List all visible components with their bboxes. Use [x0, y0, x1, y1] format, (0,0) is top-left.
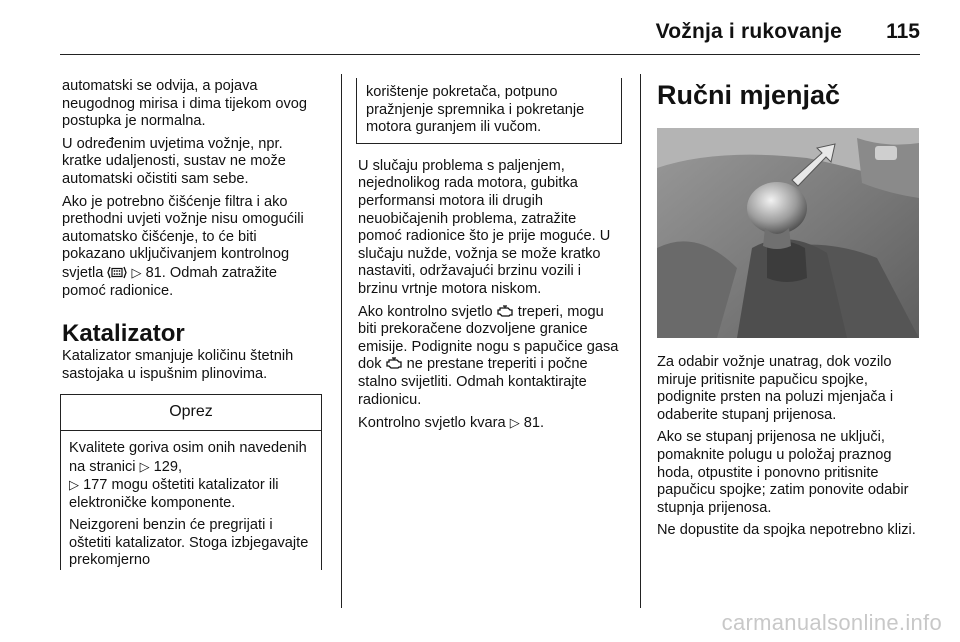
paragraph: Katalizator smanjuje količinu štetnih sastojaka u ispušnim plinovima. [62, 348, 294, 382]
paragraph: Ako kontrolno svjetlo treperi, mogu biti prekoračene dozvoljene granice emisije. Podignite nogu s papučice gasa dok ne prestane treperiti i počne stalno svijetliti. Odmah kontaktirajte radionicu. [358, 303, 619, 408]
paragraph: Ako se stupanj prijenosa ne uključi, pomaknite polugu u položaj praznog hoda, otpustite i ponovno pritisnite papučicu spojke; zatim ponovite odabir stupnja prijenosa. [657, 429, 909, 516]
section-heading: Ručni mjenjač [657, 80, 841, 110]
paragraph: Za odabir vožnje unatrag, dok vozilo miruje pritisnite papučicu spojke, podignite prsten na poluzi mjenjača i odaberite stupanj prijenosa. [657, 354, 894, 423]
page-reference-triangle-icon: ▷ [131, 264, 142, 280]
page-number: 115 [886, 20, 920, 43]
section-heading: Katalizator [62, 320, 185, 348]
gear-lever-photo [657, 128, 919, 338]
engine-malfunction-icon [497, 305, 514, 318]
paragraph: Kontrolno svjetlo kvara ▷ 81. [358, 415, 545, 432]
column-3 [657, 78, 919, 545]
caution-box-continued: korištenje pokretača, potpuno pražnjenje spremnika i pokretanje motora guranjem ili vučom. [356, 78, 622, 144]
column-divider [341, 74, 342, 608]
paragraph: U određenim uvjetima vožnje, npr. kratke udaljenosti, sustav ne može automatski očistiti sam sebe. [62, 135, 286, 187]
watermark: carmanualsonline.info [721, 610, 942, 635]
paragraph: Ako je potrebno čišćenje filtra i ako prethodni uvjeti vožnje nisu omogućili automatsko čišćenje, to će biti pokazano uključivanjem kontrolnog svjetla ▷ 81. Odmah zatražite pomoć radionice. [62, 193, 304, 299]
diesel-particulate-filter-icon [107, 266, 127, 279]
column-1 [62, 78, 324, 570]
paragraph: automatski se odvija, a pojava neugodnog mirisa i dima tijekom ovog postupka je normalna. [62, 78, 307, 130]
page-header [60, 14, 920, 55]
page-reference-triangle-icon: ▷ [509, 415, 520, 431]
paragraph: Ne dopustite da spojka nepotrebno klizi. [657, 522, 916, 539]
page-reference-triangle-icon: ▷ [69, 477, 79, 493]
paragraph: Kvalitete goriva osim onih navedenih na stranici ▷ 129, ▷ 177 mogu oštetiti katalizator ili elektroničke komponente. [69, 439, 307, 511]
gear-lever-illustration [657, 128, 919, 338]
caution-box [60, 394, 322, 570]
caution-title: Oprez [61, 395, 321, 431]
column-divider [640, 74, 641, 608]
paragraph: Neizgoreni benzin će pregrijati i oštetiti katalizator. Stoga izbjegavajte prekomjerno [69, 517, 309, 569]
column-2 [358, 78, 624, 438]
caution-body [61, 431, 321, 570]
engine-malfunction-icon [386, 357, 403, 370]
paragraph: U slučaju problema s paljenjem, nejednolikog rada motora, gubitka performansi motora ili drugih neuobičajenih problema, zatražite pomoć radionice što je prije moguće. U slučaju nužde, vožnja se može kratko nastaviti, održavajući brzinu vozili i brzinu vrtnje motora niskom. [358, 157, 611, 297]
page-reference-triangle-icon: ▷ [139, 458, 150, 474]
section-title: Vožnja i rukovanje [655, 20, 842, 43]
